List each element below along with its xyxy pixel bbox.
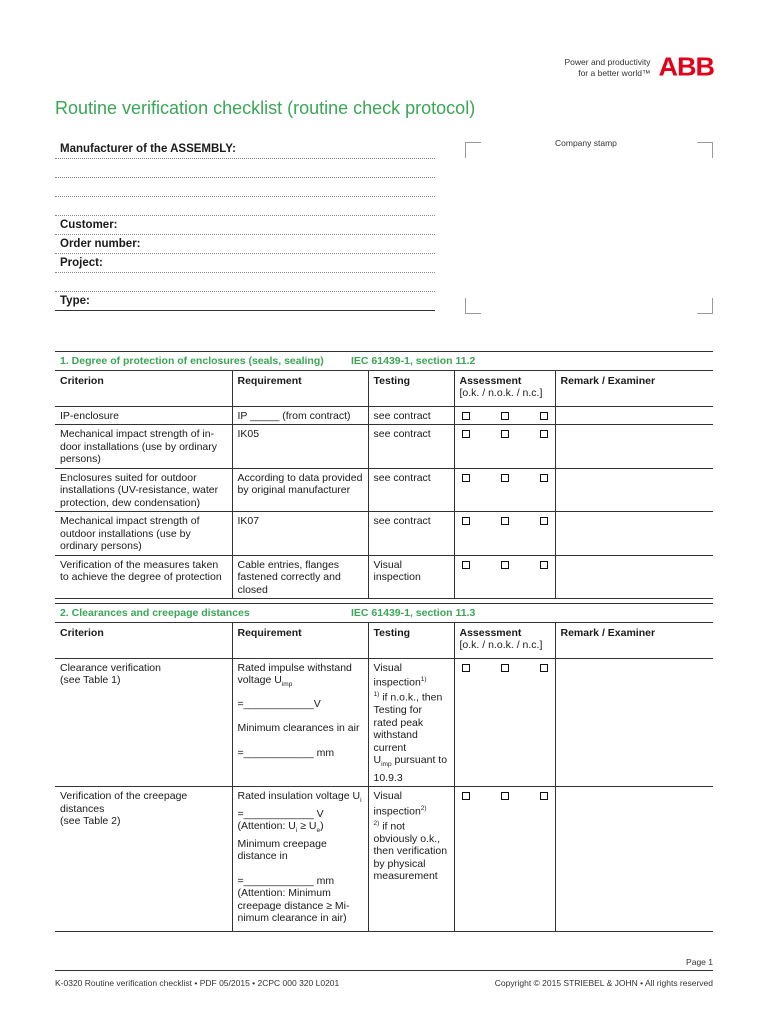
- ok-checkbox[interactable]: [462, 664, 470, 672]
- testing-cell: see contract: [368, 406, 454, 425]
- criterion-line: (see Table 1): [60, 674, 121, 686]
- ok-checkbox[interactable]: [462, 430, 470, 438]
- tagline-line-2: for a better world™: [578, 68, 651, 78]
- section-2-header: [55, 604, 713, 623]
- nc-checkbox[interactable]: [540, 412, 548, 420]
- stamp-corner-mark: [465, 142, 481, 158]
- remark-header: Remark / Examiner: [555, 622, 713, 658]
- requirement-cell: According to data provided by original manufacturer: [232, 468, 368, 512]
- manufacturer-blank-line[interactable]: [55, 178, 435, 197]
- manufacturer-blank-line[interactable]: [55, 159, 435, 178]
- remark-cell[interactable]: [555, 512, 713, 556]
- footer-divider: [55, 970, 713, 971]
- nok-checkbox[interactable]: [501, 412, 509, 420]
- brand-block: [564, 52, 715, 82]
- footer-copyright: Copyright © 2015 STRIEBEL & JOHN • All rights reserved: [494, 978, 713, 988]
- criterion-line: Verification of the creepage distances: [60, 790, 188, 815]
- criterion-cell: [55, 658, 232, 787]
- testing-text: if not obviously o.k., then verification by physical measurement: [373, 820, 448, 883]
- requirement-text: Rated insulation voltage U: [237, 790, 361, 803]
- testing-line: [374, 689, 449, 754]
- requirement-line: =____________ mm: [237, 874, 335, 887]
- assessment-cell: [454, 512, 555, 556]
- requirement-line: Minimum clearances in air: [237, 722, 360, 735]
- assessment-cell: [454, 555, 555, 599]
- column-header-row: [55, 370, 713, 406]
- requirement-line: =____________ V: [237, 807, 324, 820]
- table-row: [55, 658, 713, 787]
- requirement-cell: Cable entries, flanges fastened correctly and closed: [232, 555, 368, 599]
- manufacturer-blank-line[interactable]: [55, 197, 435, 216]
- testing-text: pursuant to 10.9.3: [373, 754, 448, 784]
- section-2-table: [55, 603, 713, 932]
- testing-line: [374, 818, 449, 883]
- requirement-header: Requirement: [232, 622, 368, 658]
- criterion-line: (see Table 2): [60, 815, 121, 828]
- nc-checkbox[interactable]: [540, 792, 548, 800]
- nc-checkbox[interactable]: [540, 561, 548, 569]
- testing-text: Visual inspection: [373, 790, 421, 818]
- criterion-header: Criterion: [55, 370, 232, 406]
- requirement-text: ): [320, 820, 324, 833]
- requirement-cell: IP _____ (from contract): [232, 406, 368, 425]
- nc-checkbox[interactable]: [540, 430, 548, 438]
- subscript: imp: [281, 681, 293, 689]
- testing-header: Testing: [368, 370, 454, 406]
- subscript: e: [316, 827, 321, 835]
- nok-checkbox[interactable]: [501, 664, 509, 672]
- subscript: i: [360, 797, 362, 805]
- requirement-line: Minimum creepage distance in: [237, 837, 327, 863]
- requirement-cell: IK07: [232, 512, 368, 556]
- criterion-cell: Verification of the measures taken to achieve the degree of protection: [55, 555, 232, 599]
- requirement-text: (Attention: U: [237, 820, 296, 833]
- requirement-text: ≥ U: [297, 820, 317, 833]
- type-field[interactable]: Type:: [55, 292, 435, 311]
- requirement-cell: [232, 658, 368, 787]
- page-number: Page 1: [686, 957, 713, 967]
- nok-checkbox[interactable]: [501, 430, 509, 438]
- footnote-mark: 2): [373, 819, 380, 827]
- footnote-mark: 2): [420, 804, 427, 812]
- header-form: [55, 140, 435, 311]
- assessment-label: Assessment: [459, 626, 522, 639]
- nok-checkbox[interactable]: [501, 517, 509, 525]
- testing-cell: see contract: [368, 512, 454, 556]
- requirement-header: Requirement: [232, 370, 368, 406]
- requirement-line: (Attention: Minimum creepage distance ≥ Mi-nimum clearance in air): [237, 887, 350, 925]
- brand-tagline: [565, 57, 651, 79]
- project-blank-line[interactable]: [55, 273, 435, 292]
- assessment-cell: [454, 658, 555, 787]
- testing-line: [374, 790, 449, 818]
- assessment-cell: [454, 425, 555, 469]
- nc-checkbox[interactable]: [540, 517, 548, 525]
- section-2-title: 2. Clearances and creepage distances: [55, 604, 454, 623]
- company-stamp-area: [465, 138, 713, 314]
- footer-document-id: K-0320 Routine verification checklist • PDF 05/2015 • 2CPC 000 320 L0201: [55, 978, 340, 988]
- company-stamp-label: Company stamp: [555, 138, 617, 148]
- assessment-header: [454, 622, 555, 658]
- criterion-cell: [55, 787, 232, 932]
- criterion-cell: Mechanical impact strength of in-door installations (use by ordinary persons): [55, 425, 232, 469]
- section-1-table: [55, 351, 713, 599]
- requirement-text: Rated impulse withstand voltage U: [237, 661, 352, 686]
- testing-cell: see contract: [368, 425, 454, 469]
- requirement-cell: IK05: [232, 425, 368, 469]
- requirement-line: [238, 820, 363, 838]
- remark-cell[interactable]: [555, 787, 713, 932]
- criterion-line: Clearance verification: [60, 661, 161, 674]
- assessment-cell: [454, 787, 555, 932]
- ok-checkbox[interactable]: [462, 412, 470, 420]
- column-header-row: [55, 622, 713, 658]
- table-row: [55, 512, 713, 556]
- remark-cell[interactable]: [555, 555, 713, 599]
- remark-cell[interactable]: [555, 425, 713, 469]
- subscript: i: [295, 827, 298, 835]
- subscript: imp: [381, 761, 392, 769]
- assessment-cell: [454, 468, 555, 512]
- ok-checkbox[interactable]: [462, 792, 470, 800]
- project-field[interactable]: Project:: [55, 254, 435, 273]
- customer-field[interactable]: Customer:: [55, 216, 435, 235]
- nok-checkbox[interactable]: [501, 474, 509, 482]
- testing-text: if n.o.k., then Testing for rated peak withstand current: [373, 691, 443, 754]
- footnote-mark: 1): [420, 676, 427, 683]
- testing-cell: Visual inspection: [368, 555, 454, 599]
- table-row: [55, 425, 713, 469]
- footnote-mark: 1): [373, 691, 380, 698]
- tagline-line-1: Power and productivity: [564, 57, 651, 67]
- testing-cell: [368, 658, 454, 787]
- stamp-corner-mark: [697, 298, 713, 314]
- requirement-line: [238, 662, 363, 692]
- requirement-cell: [232, 787, 368, 932]
- stamp-corner-mark: [697, 142, 713, 158]
- nc-checkbox[interactable]: [540, 474, 548, 482]
- table-row: [55, 787, 713, 932]
- abb-logo: ABB: [658, 52, 714, 82]
- requirement-line: [238, 790, 363, 808]
- assessment-cell: [454, 406, 555, 425]
- criterion-cell: Mechanical impact strength of outdoor installations (use by ordinary persons): [55, 512, 232, 556]
- testing-header: Testing: [368, 622, 454, 658]
- remark-header: Remark / Examiner: [555, 370, 713, 406]
- section-2-reference: IEC 61439-1, section 11.3: [346, 604, 605, 623]
- assessment-options: [o.k. / n.o.k. / n.c.]: [459, 387, 543, 399]
- section-1-title: 1. Degree of protection of enclosures (seals, sealing): [55, 352, 454, 371]
- testing-text: U: [373, 754, 382, 766]
- assessment-header: [454, 370, 555, 406]
- ok-checkbox[interactable]: [462, 517, 470, 525]
- remark-cell[interactable]: [555, 658, 713, 787]
- assessment-label: Assessment: [459, 374, 522, 387]
- manufacturer-field[interactable]: Manufacturer of the ASSEMBLY:: [55, 140, 435, 159]
- testing-cell: [368, 787, 454, 932]
- table-row: [55, 468, 713, 512]
- ok-checkbox[interactable]: [462, 474, 470, 482]
- section-1-reference: IEC 61439-1, section 11.2: [346, 352, 605, 371]
- criterion-cell: IP-enclosure: [55, 406, 232, 425]
- nc-checkbox[interactable]: [540, 664, 548, 672]
- section-1-header: [55, 352, 713, 371]
- requirement-line: =____________V: [237, 697, 321, 710]
- testing-line: [374, 662, 449, 690]
- nok-checkbox[interactable]: [501, 561, 509, 569]
- ok-checkbox[interactable]: [462, 561, 470, 569]
- nok-checkbox[interactable]: [501, 792, 509, 800]
- table-row: [55, 555, 713, 599]
- criterion-cell: Enclosures suited for outdoor installations (UV-resistance, water protection, dew condensation): [55, 468, 232, 512]
- assessment-options: [o.k. / n.o.k. / n.c.]: [459, 639, 543, 651]
- testing-line: [374, 754, 449, 784]
- order-number-field[interactable]: Order number:: [55, 235, 435, 254]
- remark-cell[interactable]: [555, 468, 713, 512]
- testing-text: Visual inspection: [373, 661, 421, 689]
- remark-cell[interactable]: [555, 406, 713, 425]
- testing-cell: see contract: [368, 468, 454, 512]
- criterion-header: Criterion: [55, 622, 232, 658]
- requirement-line: =____________ mm: [237, 746, 335, 759]
- table-row: [55, 406, 713, 425]
- page-title: Routine verification checklist (routine check protocol): [55, 98, 476, 118]
- stamp-corner-mark: [465, 298, 481, 314]
